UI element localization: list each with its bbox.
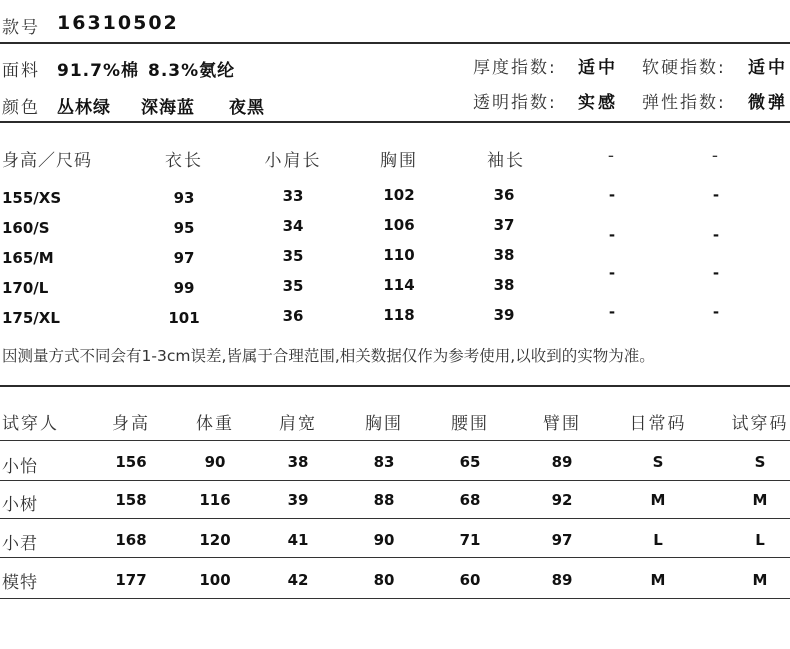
measurement-note: 因测量方式不同会有1-3cm误差,皆属于合理范围,相关数据仅作为参考使用,以收到的实物为准。: [2, 347, 655, 365]
size-cell: 106: [383, 216, 415, 234]
size-cell: 37: [493, 216, 515, 234]
fit-cell: 65: [459, 453, 481, 471]
fit-cell-person: 模特: [2, 573, 38, 593]
fit-cell: 41: [287, 531, 309, 549]
color-label: 颜色: [2, 98, 40, 118]
size-cell: -: [608, 264, 616, 282]
size-cell: 114: [383, 276, 415, 294]
fit-cell: S: [754, 453, 766, 471]
fit-header-height: 身高: [112, 414, 150, 434]
fit-cell: 120: [199, 531, 231, 549]
size-cell: -: [712, 303, 720, 321]
fit-cell: 100: [199, 571, 231, 589]
size-cell: 110: [383, 246, 415, 264]
fit-cell: 90: [373, 531, 395, 549]
color-option: 丛林绿: [57, 98, 111, 118]
fit-header-trial-size: 试穿码: [731, 414, 789, 434]
size-cell: 102: [383, 186, 415, 204]
size-cell: 97: [173, 249, 195, 267]
fit-cell: 88: [373, 491, 395, 509]
fit-cell: M: [752, 571, 768, 589]
row-divider: [0, 598, 790, 599]
fit-cell: 177: [115, 571, 147, 589]
fit-cell: 89: [551, 571, 573, 589]
fit-cell: 42: [287, 571, 309, 589]
softness-label: 软硬指数:: [642, 58, 726, 78]
fit-header-waist: 腰围: [451, 414, 489, 434]
fit-header-arm: 臂围: [543, 414, 581, 434]
fit-cell: M: [650, 491, 666, 509]
fit-cell: 80: [373, 571, 395, 589]
row-divider: [0, 440, 790, 441]
fit-cell: 158: [115, 491, 147, 509]
elasticity-label: 弹性指数:: [642, 93, 726, 113]
row-divider: [0, 518, 790, 519]
softness-value: 适中: [748, 58, 788, 78]
fit-header-weight: 体重: [196, 414, 234, 434]
style-number: 16310502: [57, 12, 179, 34]
size-cell: -: [712, 264, 720, 282]
size-header-shoulder: 小肩长: [264, 151, 322, 171]
size-cell: 175/XL: [2, 309, 60, 327]
fit-cell: 168: [115, 531, 147, 549]
size-header-extra-1: -: [607, 146, 617, 166]
color-option: 深海蓝: [141, 98, 195, 118]
color-option: 夜黑: [229, 98, 265, 118]
size-header-chest: 胸围: [380, 151, 418, 171]
size-header-extra-2: -: [711, 146, 721, 166]
size-cell: 36: [282, 307, 304, 325]
fit-cell-person: 小树: [2, 495, 38, 515]
size-cell: 101: [168, 309, 200, 327]
size-cell: -: [608, 186, 616, 204]
fit-header-daily-size: 日常码: [629, 414, 687, 434]
size-cell: 155/XS: [2, 189, 62, 207]
size-cell: 38: [493, 246, 515, 264]
size-header-sleeve: 袖长: [487, 151, 525, 171]
fit-cell: 68: [459, 491, 481, 509]
fit-cell: M: [752, 491, 768, 509]
divider-bottom: [0, 385, 790, 387]
size-cell: 35: [282, 247, 304, 265]
fit-cell: 92: [551, 491, 573, 509]
size-cell: 38: [493, 276, 515, 294]
size-cell: 99: [173, 279, 195, 297]
size-cell: 118: [383, 306, 415, 324]
fit-cell: 116: [199, 491, 231, 509]
size-cell: 36: [493, 186, 515, 204]
fit-cell: 90: [204, 453, 226, 471]
size-cell: 39: [493, 306, 515, 324]
fit-cell: M: [650, 571, 666, 589]
size-cell: -: [712, 186, 720, 204]
thickness-label: 厚度指数:: [473, 58, 557, 78]
size-cell: -: [712, 226, 720, 244]
fit-cell: 156: [115, 453, 147, 471]
size-cell: 33: [282, 187, 304, 205]
size-cell: 160/S: [2, 219, 50, 237]
thickness-value: 适中: [578, 58, 618, 78]
fit-cell: L: [653, 531, 663, 549]
fabric-component-1: 91.7%棉: [57, 61, 139, 81]
size-cell: 95: [173, 219, 195, 237]
fit-cell: 38: [287, 453, 309, 471]
fit-cell-person: 小君: [2, 534, 38, 554]
fit-header-shoulder: 肩宽: [279, 414, 317, 434]
size-cell: 93: [173, 189, 195, 207]
fit-header-chest: 胸围: [365, 414, 403, 434]
fit-cell: 39: [287, 491, 309, 509]
row-divider: [0, 480, 790, 481]
fit-cell: 83: [373, 453, 395, 471]
fit-cell: L: [755, 531, 765, 549]
divider-top: [0, 42, 790, 44]
size-cell: 170/L: [2, 279, 49, 297]
style-label: 款号: [2, 18, 40, 38]
transparency-value: 实感: [578, 93, 618, 113]
fit-cell-person: 小怡: [2, 457, 38, 477]
fit-cell: 60: [459, 571, 481, 589]
fit-cell: 97: [551, 531, 573, 549]
elasticity-value: 微弹: [748, 93, 788, 113]
divider-middle: [0, 121, 790, 123]
size-header-length: 衣长: [165, 151, 203, 171]
fit-cell: S: [652, 453, 664, 471]
fabric-component-2: 8.3%氨纶: [148, 61, 236, 81]
size-cell: -: [608, 226, 616, 244]
size-header-size: 身高／尺码: [2, 151, 92, 171]
size-cell: 165/M: [2, 249, 54, 267]
size-cell: 34: [282, 217, 304, 235]
fit-header-person: 试穿人: [2, 414, 59, 434]
fit-cell: 71: [459, 531, 481, 549]
fit-cell: 89: [551, 453, 573, 471]
transparency-label: 透明指数:: [473, 93, 557, 113]
fabric-label: 面料: [2, 61, 40, 81]
size-cell: 35: [282, 277, 304, 295]
row-divider: [0, 557, 790, 558]
size-cell: -: [608, 303, 616, 321]
